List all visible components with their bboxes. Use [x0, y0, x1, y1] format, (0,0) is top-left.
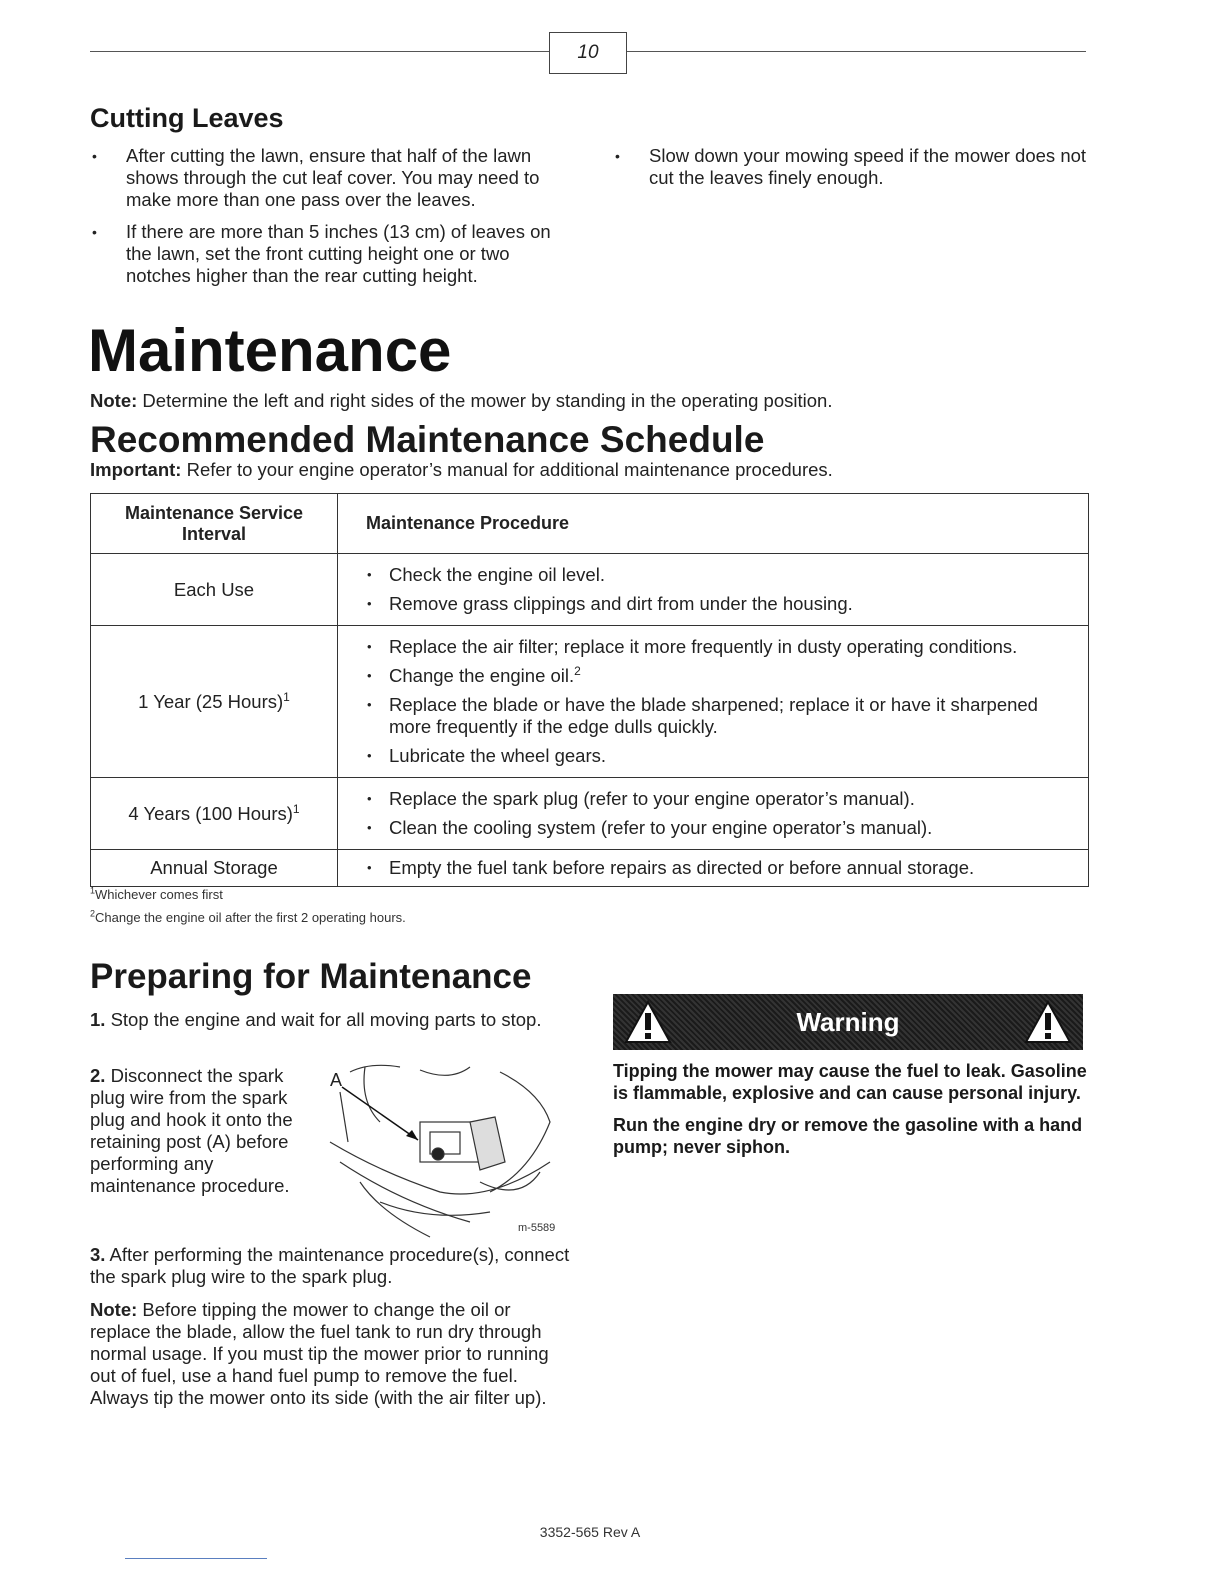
- table-row: [91, 554, 1089, 626]
- footer-rule: [125, 1558, 267, 1559]
- warning-text: [613, 1060, 1088, 1168]
- step-2: 2. Disconnect the spark plug wire from the spark plug and hook it onto the retaining post (A) before performing any maintenance procedure.: [90, 1065, 293, 1196]
- schedule-important: [90, 459, 1090, 481]
- footnote-2: $^2$Change the engine oil after the first 2 operating hours.: [90, 908, 406, 925]
- table-row: [91, 778, 1089, 850]
- cutting-leaves-right-list: [615, 145, 1095, 199]
- header-rule-left: [90, 51, 549, 52]
- step-1: 1. Stop the engine and wait for all moving parts to stop.: [90, 1009, 542, 1030]
- list-item: • Slow down your mowing speed if the mower does not cut the leaves finely enough.: [615, 145, 1095, 189]
- procedure-item: • Replace the air filter; replace it more frequently in dusty operating conditions.: [367, 636, 1077, 658]
- header-interval: Maintenance Service Interval: [91, 494, 338, 554]
- warning-paragraph-1: Tipping the mower may cause the fuel to leak. Gasoline is flammable, explosive and can cause personal injury.: [613, 1061, 1087, 1103]
- figure-id: m-5589: [518, 1222, 556, 1234]
- maintenance-schedule-table: [90, 493, 1089, 887]
- maintenance-title: Maintenance: [88, 317, 452, 384]
- procedure-cell: [338, 626, 1089, 778]
- warning-title: Warning: [796, 1007, 900, 1037]
- interval-cell: Each Use: [91, 554, 338, 626]
- cutting-leaves-heading: Cutting Leaves: [90, 103, 284, 133]
- interval-cell: Annual Storage: [91, 850, 338, 887]
- figure-label-a: A: [330, 1070, 343, 1090]
- interval-cell: 4 Years (100 Hours)$^1$: [91, 778, 338, 850]
- procedure-cell: [338, 554, 1089, 626]
- warning-triangle-icon: [1023, 999, 1073, 1045]
- header-rule-right: [626, 51, 1086, 52]
- procedure-item: • Clean the cooling system (refer to your engine operator’s manual).: [367, 817, 1077, 839]
- procedure-item: • Remove grass clippings and dirt from under the housing.: [367, 593, 1077, 615]
- warning-paragraph-2: Run the engine dry or remove the gasoline with a hand pump; never siphon.: [613, 1115, 1083, 1157]
- footnote-1: $^1$Whichever comes first: [90, 885, 223, 902]
- procedure-item: • Replace the spark plug (refer to your engine operator’s manual).: [367, 788, 1077, 810]
- important-text: Refer to your engine operator’s manual for additional maintenance procedures.: [181, 459, 833, 480]
- procedure-cell: [338, 778, 1089, 850]
- header-procedure: Maintenance Procedure: [338, 494, 1089, 554]
- step-3: 3. After performing the maintenance procedure(s), connect the spark plug wire to the spark plug.: [90, 1244, 570, 1287]
- procedure-item: • Lubricate the wheel gears.: [367, 745, 1077, 767]
- table-row: [91, 626, 1089, 778]
- procedure-item: • Change the engine oil.$^2$: [367, 665, 1077, 687]
- list-item: • After cutting the lawn, ensure that half of the lawn shows through the cut leaf cover. You may need to make more than one pass over the leaves.: [92, 145, 572, 211]
- procedure-item: • Empty the fuel tank before repairs as directed or before annual storage.: [367, 857, 1077, 879]
- important-label: Important:: [90, 459, 182, 480]
- list-item: • If there are more than 5 inches (13 cm) of leaves on the lawn, set the front cutting height one or two notches higher than the rear cutting height.: [92, 221, 572, 287]
- preparing-heading: Preparing for Maintenance: [90, 957, 532, 996]
- interval-cell: 1 Year (25 Hours)$^1$: [91, 626, 338, 778]
- procedure-item: • Replace the blade or have the blade sharpened; replace it or have it sharpened more frequently if the edge dulls quickly.: [367, 694, 1077, 738]
- spark-plug-figure: [320, 1062, 570, 1242]
- table-row: [91, 850, 1089, 887]
- page-number: 10: [549, 32, 627, 74]
- warning-banner: [613, 994, 1083, 1050]
- footer-doc-id: 3352-565 Rev A: [539, 1524, 641, 1540]
- procedure-cell: [338, 850, 1089, 887]
- note-text: Determine the left and right sides of the mower by standing in the operating position.: [137, 390, 833, 411]
- preparing-note: Note: Before tipping the mower to change the oil or replace the blade, allow the fuel tank to run dry through normal usage. If you must tip the mower prior to running out of fuel, use a hand fuel pump to remove the fuel. Always tip the mower onto its side (with the air filter up).: [90, 1299, 549, 1408]
- procedure-item: • Check the engine oil level.: [367, 564, 1077, 586]
- cutting-leaves-left-list: [92, 145, 572, 297]
- spark-plug-illustration: [320, 1062, 570, 1242]
- note-label: Note:: [90, 390, 138, 411]
- maintenance-note: [90, 390, 1090, 412]
- schedule-heading: Recommended Maintenance Schedule: [90, 419, 765, 460]
